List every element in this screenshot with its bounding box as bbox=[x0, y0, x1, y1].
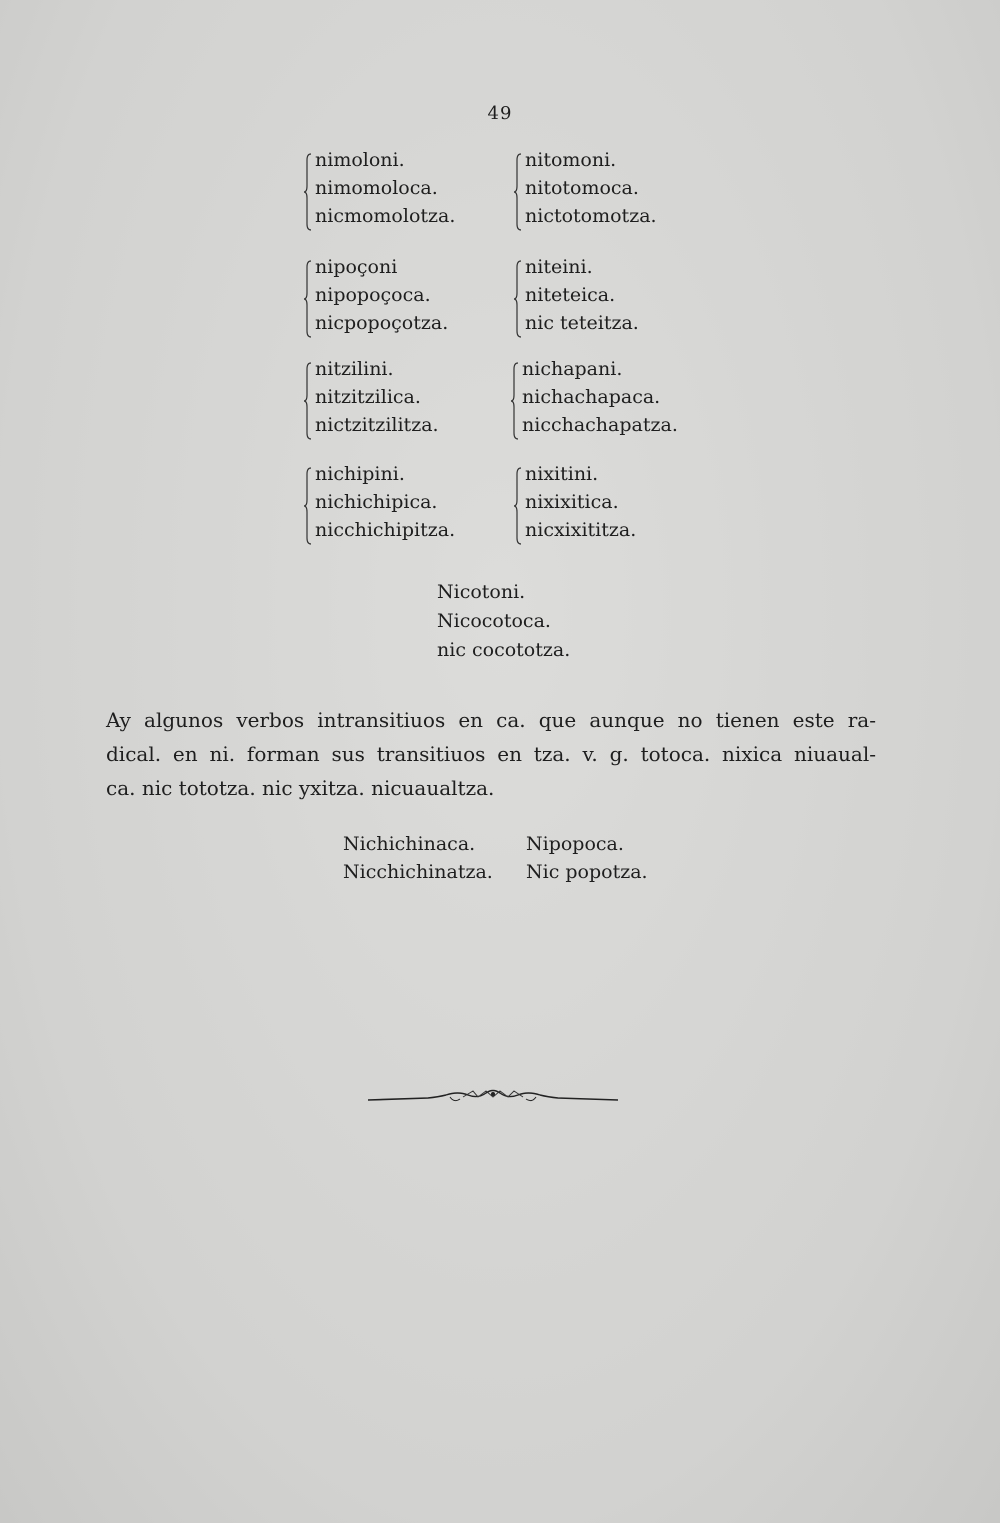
ornament-divider-icon bbox=[368, 1085, 618, 1111]
word: Nipopoca. bbox=[526, 833, 624, 855]
word: nic teteitza. bbox=[525, 312, 639, 334]
word: nichipini. bbox=[315, 463, 405, 485]
word: Nicocotoca. bbox=[437, 610, 551, 632]
brace-icon bbox=[303, 466, 313, 546]
word: nichichipica. bbox=[315, 491, 438, 513]
word: nic cocototza. bbox=[437, 639, 571, 661]
center-word-block bbox=[437, 578, 570, 665]
word: nicmomolotza. bbox=[315, 205, 456, 227]
word: nictotomotza. bbox=[525, 205, 657, 227]
word: nimomoloca. bbox=[315, 177, 438, 199]
brace-icon bbox=[303, 152, 313, 232]
word: nicchachapatza. bbox=[522, 414, 678, 436]
word: nicxixititza. bbox=[525, 519, 637, 541]
conjugation-group bbox=[525, 146, 657, 230]
conjugation-group bbox=[525, 253, 639, 337]
conjugation-group bbox=[315, 146, 455, 230]
conjugation-group bbox=[522, 355, 678, 439]
word: Nicchichinatza. bbox=[343, 861, 493, 883]
word: niteini. bbox=[525, 256, 593, 278]
word: nitzitzilica. bbox=[315, 386, 421, 408]
word: nictzitzilitza. bbox=[315, 414, 439, 436]
word: Nicotoni. bbox=[437, 581, 526, 603]
brace-icon bbox=[510, 361, 520, 441]
word: nichapani. bbox=[522, 358, 623, 380]
paragraph-line: ca. nic tototza. nic yxitza. nicuaualtza. bbox=[106, 776, 495, 800]
word: nimoloni. bbox=[315, 149, 405, 171]
brace-icon bbox=[513, 466, 523, 546]
word: nichachapaca. bbox=[522, 386, 661, 408]
word: nicchichipitza. bbox=[315, 519, 456, 541]
body-paragraph bbox=[106, 703, 876, 805]
word: Nichichinaca. bbox=[343, 833, 476, 855]
word: nixixitica. bbox=[525, 491, 619, 513]
word: nitotomoca. bbox=[525, 177, 639, 199]
word: Nic popotza. bbox=[526, 861, 648, 883]
paragraph-line: dical. en ni. forman sus transitiuos en tza. v. g. totoca. nixica niuaual- bbox=[106, 742, 876, 766]
word: nipoçoni bbox=[315, 256, 398, 278]
example-pair bbox=[526, 830, 648, 886]
word: nitzilini. bbox=[315, 358, 394, 380]
conjugation-group bbox=[315, 253, 448, 337]
conjugation-group bbox=[315, 460, 455, 544]
brace-icon bbox=[303, 259, 313, 339]
word: nicpopoçotza. bbox=[315, 312, 449, 334]
conjugation-group bbox=[525, 460, 636, 544]
brace-icon bbox=[513, 152, 523, 232]
word: niteteica. bbox=[525, 284, 616, 306]
paragraph-line: Ay algunos verbos intransitiuos en ca. que aunque no tienen este ra- bbox=[106, 708, 876, 732]
brace-icon bbox=[303, 361, 313, 441]
brace-icon bbox=[513, 259, 523, 339]
conjugation-group bbox=[315, 355, 439, 439]
word: nixitini. bbox=[525, 463, 599, 485]
word: nitomoni. bbox=[525, 149, 617, 171]
page-number: 49 bbox=[487, 103, 513, 124]
example-pair bbox=[343, 830, 493, 886]
word: nipopoçoca. bbox=[315, 284, 431, 306]
